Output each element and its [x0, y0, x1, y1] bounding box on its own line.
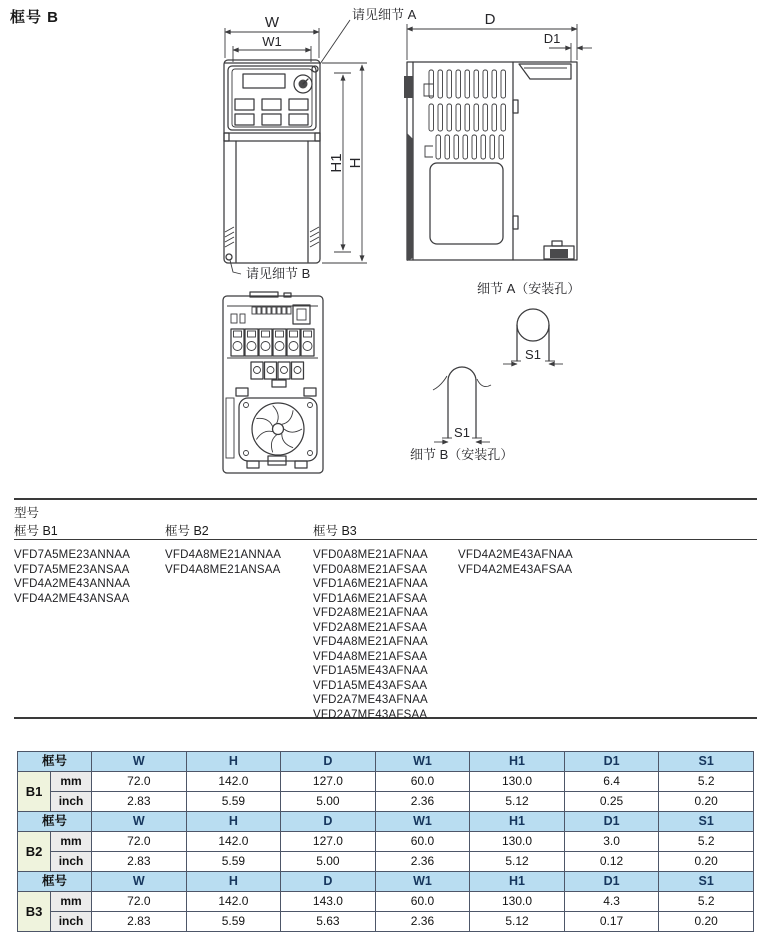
vent-slots: [424, 70, 506, 159]
model-number: VFD1A5ME43AFSAA: [313, 679, 428, 692]
dim-h-label: H: [347, 157, 364, 169]
dim-value-inch: 5.00: [281, 852, 376, 872]
dim-value-inch: 0.20: [659, 792, 754, 812]
keypad-display: [243, 74, 285, 88]
detail-b-drawing: [410, 367, 513, 462]
cooling-fan: [226, 398, 317, 461]
dim-col-header: D1: [564, 752, 659, 772]
unit-inch-label: inch: [51, 852, 92, 872]
model-number: VFD1A5ME43AFNAA: [313, 665, 428, 677]
rj45-port: [293, 305, 310, 324]
dim-h1-label: H1: [328, 153, 345, 173]
side-cover-plate: [430, 163, 503, 244]
dim-value-mm: 142.0: [186, 832, 281, 852]
unit-mm-label: mm: [51, 892, 92, 912]
dim-value-inch: 0.17: [564, 912, 659, 932]
model-number: VFD1A6ME21AFNAA: [313, 578, 428, 590]
frame-b1-header: 框号 B1: [14, 524, 58, 538]
dim-col-header: H1: [470, 812, 565, 832]
model-number: VFD4A2ME43ANSAA: [14, 592, 130, 605]
dim-value-inch: 5.59: [186, 792, 281, 812]
frame-name: B2: [18, 832, 51, 872]
dim-value-mm: 142.0: [186, 772, 281, 792]
frame-b3-models-col2: [458, 548, 573, 577]
keypad-buttons: [235, 99, 308, 125]
dim-value-inch: 2.83: [92, 912, 187, 932]
model-header-divider: [14, 539, 757, 540]
see-detail-a-label: 请见细节 A: [352, 7, 417, 22]
detail-a-drawing: [503, 309, 563, 364]
dim-value-inch: 2.36: [375, 852, 470, 872]
model-number: VFD7A5ME23ANNAA: [14, 549, 131, 561]
dim-col-header: H: [186, 752, 281, 772]
unit-mm-label: mm: [51, 832, 92, 852]
unit-mm-label: mm: [51, 772, 92, 792]
side-dimensions: [407, 24, 592, 62]
frame-b2-header: 框号 B2: [165, 524, 209, 538]
model-number: VFD2A7ME43AFSAA: [313, 708, 428, 721]
dim-col-header: S1: [659, 812, 754, 832]
dim-value-mm: 143.0: [281, 892, 376, 912]
dim-value-mm: 130.0: [470, 772, 565, 792]
dim-value-mm: 60.0: [375, 832, 470, 852]
detail-b-title: 细节 B（安装孔）: [410, 447, 514, 462]
dim-value-mm: 60.0: [375, 892, 470, 912]
dim-col-header: W: [92, 812, 187, 832]
rail-hatching: [225, 227, 319, 247]
dim-value-mm: 72.0: [92, 772, 187, 792]
dim-value-inch: 5.59: [186, 912, 281, 932]
frame-col-header: 框号: [18, 752, 92, 772]
dim-value-inch: 0.20: [659, 852, 754, 872]
frame-name: B3: [18, 892, 51, 932]
dim-col-header: W1: [375, 752, 470, 772]
dim-value-inch: 0.20: [659, 912, 754, 932]
frame-b3-models: [313, 548, 428, 722]
dim-col-header: W: [92, 872, 187, 892]
dim-col-header: H1: [470, 872, 565, 892]
model-number: VFD4A8ME21ANNAA: [165, 549, 282, 561]
dim-col-header: D: [281, 752, 376, 772]
model-list-title: 型号: [14, 506, 40, 520]
model-number: VFD4A8ME21AFSAA: [313, 650, 428, 663]
dim-s1-label: S1: [525, 347, 541, 362]
unit-inch-label: inch: [51, 912, 92, 932]
model-number: VFD2A7ME43AFNAA: [313, 694, 428, 706]
dim-w-label: W: [264, 14, 280, 31]
dim-col-header: H: [186, 872, 281, 892]
dip-connector-strip: [252, 307, 291, 314]
dim-value-mm: 127.0: [281, 832, 376, 852]
model-number: VFD0A8ME21AFSAA: [313, 563, 428, 576]
dim-col-header: W1: [375, 812, 470, 832]
dim-value-inch: 5.63: [281, 912, 376, 932]
dim-col-header: S1: [659, 872, 754, 892]
front-dimensions: [225, 20, 367, 274]
dim-col-header: S1: [659, 752, 754, 772]
dim-value-mm: 4.3: [564, 892, 659, 912]
dim-value-inch: 5.00: [281, 792, 376, 812]
dim-value-inch: 2.83: [92, 852, 187, 872]
dim-value-mm: 60.0: [375, 772, 470, 792]
dim-value-inch: 0.12: [564, 852, 659, 872]
dim-col-header: W: [92, 752, 187, 772]
frame-col-header: 框号: [18, 812, 92, 832]
model-number: VFD4A2ME43AFSAA: [458, 563, 573, 576]
dim-d-label: D: [484, 11, 496, 28]
dim-value-mm: 142.0: [186, 892, 281, 912]
model-list-section: [14, 498, 757, 719]
bottom-view-drawing: [223, 292, 323, 473]
dim-value-mm: 130.0: [470, 832, 565, 852]
dim-value-inch: 2.36: [375, 912, 470, 932]
dim-col-header: H1: [470, 752, 565, 772]
frame-name: B1: [18, 772, 51, 812]
dim-col-header: D1: [564, 872, 659, 892]
model-number: VFD2A8ME21AFNAA: [313, 607, 428, 619]
model-number: VFD4A8ME21AFNAA: [313, 636, 428, 648]
see-detail-b-label: 请见细节 B: [246, 266, 311, 281]
dim-value-inch: 5.12: [470, 912, 565, 932]
dim-value-mm: 5.2: [659, 832, 754, 852]
detail-a-title: 细节 A（安装孔）: [477, 281, 581, 296]
model-number: VFD2A8ME21AFSAA: [313, 621, 428, 634]
frame-b3-header: 框号 B3: [313, 524, 357, 538]
dim-value-mm: 72.0: [92, 892, 187, 912]
mounting-flange: [519, 64, 571, 79]
terminal-row: [231, 329, 314, 356]
dim-value-inch: 5.59: [186, 852, 281, 872]
model-number: VFD0A8ME21AFNAA: [313, 549, 428, 561]
dim-col-header: D1: [564, 812, 659, 832]
dim-col-header: D: [281, 872, 376, 892]
dim-value-inch: 5.12: [470, 852, 565, 872]
frame-col-header: 框号: [18, 872, 92, 892]
dim-col-header: H: [186, 812, 281, 832]
dim-value-mm: 127.0: [281, 772, 376, 792]
model-number: VFD4A2ME43AFNAA: [458, 549, 573, 561]
unit-inch-label: inch: [51, 792, 92, 812]
dim-value-mm: 5.2: [659, 892, 754, 912]
dim-w1-label: W1: [262, 34, 282, 49]
frame-b2-models: [165, 548, 281, 577]
dim-col-header: W1: [375, 872, 470, 892]
dim-value-inch: 2.36: [375, 792, 470, 812]
dimension-table: [17, 751, 754, 932]
dim-value-mm: 3.0: [564, 832, 659, 852]
side-view-drawing: [404, 11, 592, 296]
model-number: VFD4A2ME43ANNAA: [14, 578, 131, 590]
dim-value-mm: 6.4: [564, 772, 659, 792]
model-number: VFD7A5ME23ANSAA: [14, 563, 130, 576]
dim-value-mm: 130.0: [470, 892, 565, 912]
dim-col-header: D: [281, 812, 376, 832]
page-title: 框号 B: [10, 9, 60, 26]
model-number: VFD1A6ME21AFSAA: [313, 592, 428, 605]
dim-value-mm: 72.0: [92, 832, 187, 852]
terminal-row-2: [251, 362, 304, 379]
frame-b1-models: [14, 548, 130, 606]
dim-d1-label: D1: [543, 31, 561, 46]
dim-value-inch: 2.83: [92, 792, 187, 812]
front-view-drawing: [224, 7, 417, 281]
mounting-hole-bottom: [226, 254, 232, 260]
dim-value-mm: 5.2: [659, 772, 754, 792]
dim-value-inch: 0.25: [564, 792, 659, 812]
dim-value-inch: 5.12: [470, 792, 565, 812]
model-number: VFD4A8ME21ANSAA: [165, 563, 281, 576]
dim-s1-label: S1: [454, 425, 470, 440]
